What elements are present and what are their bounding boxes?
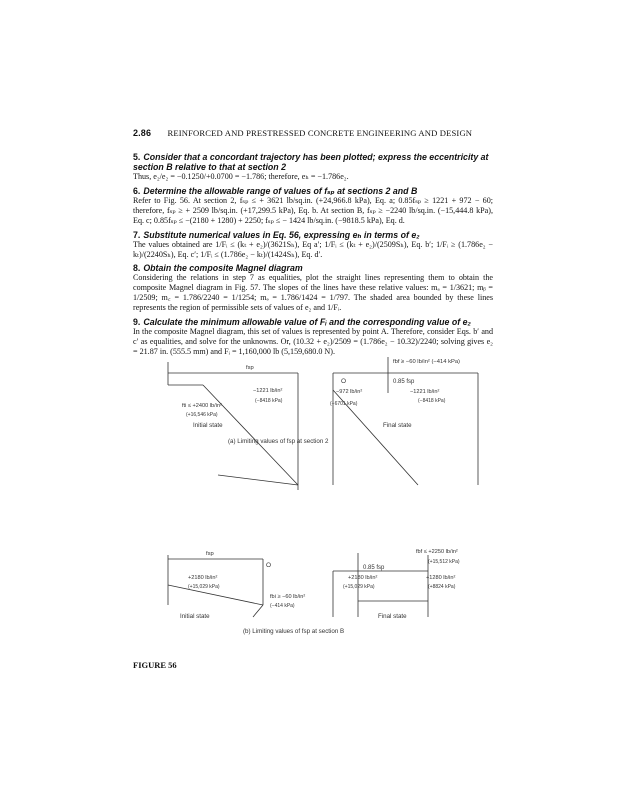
right-kpa-1: (−6701 kPa) xyxy=(330,401,358,407)
fti-kpa: (+16,546 kPa) xyxy=(186,412,218,418)
right-kpa-b: (+8824 kPa) xyxy=(428,584,456,590)
left-kpa-b: (+15,029 kPa) xyxy=(188,584,220,590)
initial-state-label-b: Initial state xyxy=(180,613,210,620)
fbf-top-label: fbf ≤ +2250 lb/in² xyxy=(416,549,458,555)
step-9 xyxy=(133,317,493,357)
mid-value-b: +2180 lb/in² xyxy=(348,575,378,581)
final-state-label: Final state xyxy=(383,422,412,429)
step-heading: 5. Consider that a concordant trajectory has been plotted; express the eccentricity at section B relative to that at section 2 xyxy=(133,152,489,172)
right-value-1: −972 lb/in² xyxy=(336,389,363,395)
step-heading: 8. Obtain the composite Magnel diagram xyxy=(133,263,303,274)
step-8 xyxy=(133,263,493,313)
book-title: REINFORCED AND PRESTRESSED CONCRETE ENGINEERING AND DESIGN xyxy=(167,128,473,138)
step-heading: 6. Determine the allowable range of values of fₛₚ at sections 2 and B xyxy=(133,185,418,196)
stress-diagram xyxy=(158,355,503,655)
fsp-label-b: fsp xyxy=(206,551,214,557)
fbi-kpa: (−414 kPa) xyxy=(270,603,295,609)
fbf-top-kpa: (+15,512 kPa) xyxy=(428,559,460,565)
page-number: 2.86 xyxy=(133,128,152,138)
fbi-label: fbi ≥ −60 lb/in² xyxy=(270,594,306,600)
step-paragraph: Thus, e₂/e₂ = −0.1250/+0.0700 = −1.786; therefore, eₕ = −1.786e₂. xyxy=(133,172,349,181)
subcaption-a: (a) Limiting values of fsp at section 2 xyxy=(228,438,329,445)
origin-label: O xyxy=(341,378,347,385)
body-text xyxy=(133,148,493,357)
step-6 xyxy=(133,186,493,226)
mid-kpa-b: (+15,029 kPa) xyxy=(343,584,375,590)
step-paragraph: Refer to Fig. 56. At section 2, fₛₚ ≤ + 3621 lb/sq.in. (+24,966.8 kPa), Eq. a; 0.85fₛₚ ≥ 1221 + 972 − 60; therefore, fₛₚ ≥ + 2509 lb/sq.in. (+17,299.5 kPa), Eq. b. At section B, fₛₚ ≥ −2240 lb/sq.in. (−15,444.8 kPa), Eq. c; 0.85fₛₚ ≤ −(2180 + 1280) + 2250; fₛₚ ≤ − 1424 lb/sq.in. (−9818.5 kPa), Eq. d. xyxy=(133,195,493,225)
fsp085-label-b: 0.85 fsp xyxy=(363,565,385,571)
subcaption-b: (b) Limiting values of fsp at section B xyxy=(243,628,345,635)
fti-label: fti ≤ +2400 lb/in² xyxy=(182,403,222,409)
final-state-label-b: Final state xyxy=(378,613,407,620)
step-paragraph: The values obtained are 1/Fᵢ ≤ (kₜ + e₂)/(3621Sₕ), Eq a′; 1/Fᵢ ≤ (kₜ + e₂)/(2509Sₕ), Eq. b′; 1/Fᵢ ≥ (1.786e₂ − kₜ)/(2240Sₕ), Eq. c′; 1/Fᵢ ≤ (1.786e₂ − kₜ)/(1424Sₕ), Eq. d′. xyxy=(133,239,493,259)
fbf-label: fbf ≥ −60 lb/in² (−414 kPa) xyxy=(393,359,460,365)
fsp-label: fsp xyxy=(246,365,254,371)
step-paragraph: In the composite Magnel diagram, this set of values is represented by point A. Therefore, consider Eqs. b′ and c′ as equalities, and solve for the unknowns. Or, (10.32 + e₂)/2509 = (1.786e₂ − 10.32)/2240; solving gives e₂ = 21.87 in. (555.5 mm) and Fᵢ = 1,160,000 lb (5,159,680.0 N). xyxy=(133,327,493,356)
step-7 xyxy=(133,230,493,260)
left-value-b: +2180 lb/in² xyxy=(188,575,218,581)
origin-label-b: O xyxy=(266,562,272,569)
figure-caption: FIGURE 56 xyxy=(133,660,177,670)
right-value-b: +1280 lb/in² xyxy=(426,575,456,581)
figure-56 xyxy=(158,355,503,655)
left-kpa: (−8418 kPa) xyxy=(255,398,283,404)
step-paragraph: Considering the relations in step 7 as equalities, plot the straight lines representing them to obtain the composite Magnel diagram in Fig. 57. The slopes of the lines have these relative values: mₐ = 1/3621; mᵦ = 1/2509; m꜀ = 1.786/2240 = 1/1254; mₔ = 1.786/1424 = 1/797. The shaded area bounded by these lines represents the region of permissible sets of values of e₂ and 1/Fᵢ. xyxy=(133,273,493,313)
left-value: −1221 lb/in² xyxy=(253,388,283,394)
initial-state-label: Initial state xyxy=(193,422,223,429)
fsp085-label: 0.85 fsp xyxy=(393,379,415,385)
running-header xyxy=(133,128,493,138)
step-5 xyxy=(133,152,493,182)
right-kpa-2: (−8418 kPa) xyxy=(418,398,446,404)
step-heading: 9. Calculate the minimum allowable value of Fᵢ and the corresponding value of e₂ xyxy=(133,317,471,328)
right-value-2: −1221 lb/in² xyxy=(410,389,440,395)
step-heading: 7. Substitute numerical values in Eq. 56, expressing eₕ in terms of e₂ xyxy=(133,229,420,240)
